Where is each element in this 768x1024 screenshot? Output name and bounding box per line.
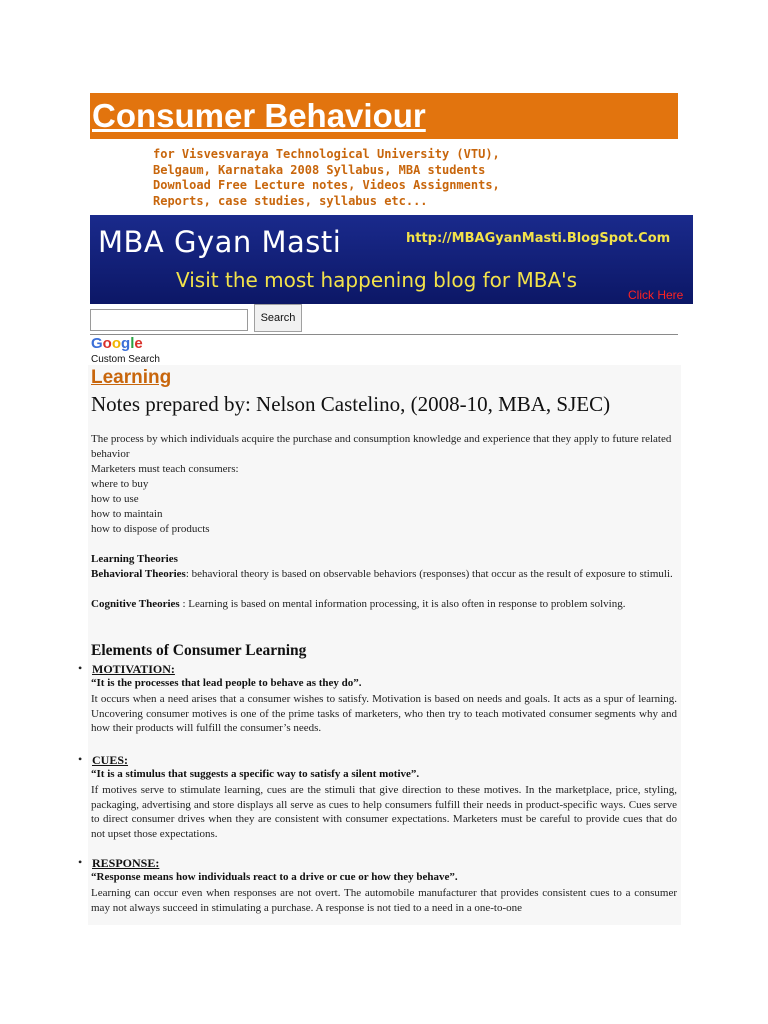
element-quote: “Response means how individuals react to a drive or cue or how they behave”. — [91, 871, 458, 883]
definition-text: The process by which individuals acquire the purchase and consumption knowledge and experience that they apply to future related behavior — [91, 433, 672, 460]
element-body: Learning can occur even when responses are not overt. The automobile manufacturer that provides consistent cues to a consumer may not always succeed in stimulating a purchase. A response is not tied to a need in a one-to-one — [91, 887, 677, 914]
search-input[interactable] — [90, 309, 248, 331]
page-title[interactable]: Consumer Behaviour — [92, 97, 426, 134]
teach-item: how to use — [91, 493, 139, 505]
learning-theories-heading — [91, 552, 679, 567]
element-body: It occurs when a need arises that a consumer wishes to satisfy. Motivation is based on needs and goals. It acts as a spur of learning. Uncovering consumer motives is one of the prime tasks of marketers, who then try to teach motivated consumer segments why and how their products will fulfill the consumer’s needs. — [91, 693, 677, 735]
google-letter: e — [134, 335, 143, 352]
google-letter: o — [102, 335, 112, 352]
elements-title: Elements of Consumer Learning — [91, 642, 307, 659]
bullet-icon: • — [78, 855, 83, 869]
banner-url: http://MBAGyanMasti.BlogSpot.Com — [406, 231, 671, 246]
behavioral-theories — [91, 567, 679, 582]
element-quote: “It is the processes that lead people to behave as they do”. — [91, 677, 362, 689]
learning-theories-title: Learning Theories — [91, 553, 178, 565]
bullet-icon: • — [78, 661, 83, 675]
banner-logo: MBA Gyan Masti — [98, 225, 342, 259]
element-quote: “It is a stimulus that suggests a specific way to satisfy a silent motive”. — [91, 768, 420, 780]
marketers-teach-text: Marketers must teach consumers: — [91, 463, 239, 475]
blog-banner[interactable] — [90, 215, 693, 304]
google-letter: l — [130, 335, 135, 352]
intro-line: Download Free Lecture notes, Videos Assignments, — [153, 178, 500, 192]
google-letter: o — [111, 335, 122, 352]
intro-line: Reports, case studies, syllabus etc... — [153, 193, 428, 208]
behavioral-label: Behavioral Theories — [91, 568, 186, 580]
custom-search-label: Custom Search — [91, 354, 160, 365]
google-logo — [91, 335, 143, 352]
intro-line: Belgaum, Karnataka 2008 Syllabus, MBA students — [153, 162, 486, 177]
element-heading: RESPONSE: — [92, 856, 160, 870]
element-heading: MOTIVATION: — [92, 662, 175, 676]
google-letter: g — [121, 335, 131, 352]
bullet-icon: • — [78, 752, 83, 766]
behavioral-text: : behavioral theory is based on observable behaviors (responses) that occur as the result of exposure to stimuli. — [185, 568, 673, 580]
element-body: If motives serve to stimulate learning, cues are the stimuli that give direction to these motives. In the marketplace, price, styling, packaging, advertising and store displays all serve as cues to help consumers fulfill their needs in product-specific ways. Cues serve to direct consumer drives when they are consistent with consumer expectations. Marketers must be careful to provide cues that do not upset those expectations. — [91, 784, 677, 840]
banner-tagline: Visit the most happening blog for MBA's — [176, 268, 578, 292]
notes-title: Notes prepared by: Nelson Castelino, (2008-10, MBA, SJEC) — [91, 392, 611, 416]
intro-line: for Visvesvaraya Technological University (VTU), — [153, 147, 500, 161]
intro-text — [153, 147, 573, 209]
header-bar — [90, 93, 678, 139]
section-title-link[interactable]: Learning — [91, 367, 172, 388]
divider — [90, 334, 678, 335]
element-heading: CUES: — [92, 753, 129, 767]
cognitive-theories — [91, 597, 679, 612]
google-letter: G — [91, 335, 103, 352]
teach-item: how to dispose of products — [91, 523, 210, 535]
search-button[interactable]: Search — [254, 304, 302, 332]
click-here-link[interactable]: Click Here — [628, 288, 684, 302]
article-content — [78, 365, 681, 925]
teach-item: how to maintain — [91, 508, 163, 520]
cognitive-text: : Learning is based on mental information processing, it is also often in response to problem solving. — [179, 598, 626, 610]
teach-item: where to buy — [91, 478, 149, 490]
cognitive-label: Cognitive Theories — [91, 598, 180, 610]
